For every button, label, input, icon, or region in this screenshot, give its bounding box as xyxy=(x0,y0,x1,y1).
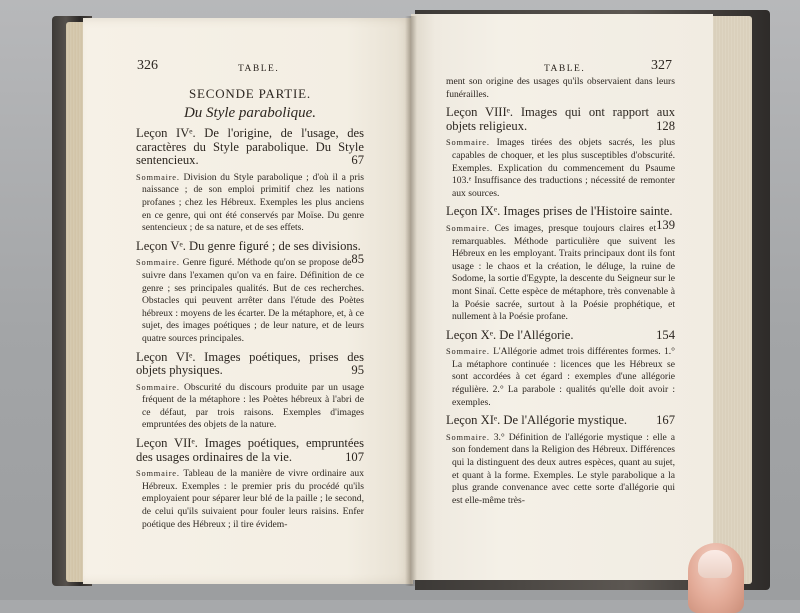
sommaire xyxy=(446,223,675,324)
sommaire-label: Sommaire. xyxy=(136,469,180,479)
continuation-text: ment son origine des usages qu'ils observaient dans leurs funérailles. xyxy=(446,76,675,100)
sommaire-text: Obscurité du discours produite par un usage fréquent de la métaphore : les Poètes hébreux à l'abri de ce défaut, par trois raisons. Exemples d'images empruntées des objets de la nature. xyxy=(142,381,364,431)
lecon-title: Leçon IVᵉ. De l'origine, de l'usage, des caractères du Style parabolique. Du Style sentencieux. xyxy=(136,126,364,168)
section-title: Du Style parabolique. xyxy=(183,105,317,121)
left-running-head: TABLE. xyxy=(238,64,280,74)
lecon-title: Leçon VIIᵉ. Images poétiques, empruntées des usages ordinaires de la vie. xyxy=(136,436,364,464)
sommaire-label: Sommaire. xyxy=(446,432,490,442)
sommaire-text: Ces images, presque toujours claires et remarquables. Méthode particulière que suivent les Hébreux en les employant. Traits principaux dont ils font usage : le chaos et la création, le déluge, la ruine de Sodome, la sortie d'Egypte, la descente du Seigneur sur le mont Sinaï. Cette espèce de métaphore, très convenable à la Poésie sacrée, surtout à la Poésie prophétique, et nullement à la Poésie profane. xyxy=(452,222,675,323)
sommaire-text: Images tirées des objets sacrés, les plus capables de choquer, et les plus susceptibles d'obscurité. Exemples. Explication du commencement du Psaume 103.ᵉ Insuffisance des traductions ; nécessité de remonter aux sources. xyxy=(452,137,675,199)
sommaire xyxy=(136,382,364,432)
lecon-page-number: 139 xyxy=(656,217,675,232)
lecon-page-number: 85 xyxy=(351,252,364,267)
right-page-number: 327 xyxy=(651,58,672,73)
sommaire xyxy=(136,468,364,531)
lecon-heading xyxy=(446,106,675,133)
sommaire-label: Sommaire. xyxy=(446,223,490,233)
lecon-title: Leçon VIIIᵉ. Images qui ont rapport aux objets religieux. xyxy=(446,105,675,133)
lecon-title: Leçon Vᵉ. Du genre figuré ; de ses divisions. xyxy=(136,238,361,253)
lecon-heading xyxy=(136,127,364,168)
sommaire xyxy=(136,172,364,235)
fingernail xyxy=(698,550,732,578)
sommaire-text: L'Allégorie admet trois différentes formes. 1.° La métaphore continuée : licences que les Hébreux se sont accordées à cet égard : exemples d'une allégorie régulière. 2.° La parabole : qualités qu'elle doit avoir : exemples. xyxy=(452,346,675,408)
lecon-heading xyxy=(136,437,364,464)
lecon-page-number: 95 xyxy=(351,363,364,378)
sommaire-text: 3.° Définition de l'allégorie mystique : elle a son fondement dans la Religion des Hébreux. Différences qui la distinguent des deux autres espèces, quant au sujet, et quant à la forme. Exemples. Le style parabolique a la plus grande convenance avec cette sorte d'allégorie qui est elle-même très- xyxy=(452,431,675,506)
left-page-number: 326 xyxy=(137,58,158,73)
lecon-title: Leçon VIᵉ. Images poétiques, prises des objets physiques. xyxy=(136,349,364,378)
part-title: SECONDE PARTIE. xyxy=(189,86,311,101)
lecon-page-number: 107 xyxy=(345,449,364,464)
lecon-page-number: 167 xyxy=(656,413,675,428)
sommaire xyxy=(446,346,675,409)
lecon-page-number: 67 xyxy=(351,153,364,168)
sommaire xyxy=(446,137,675,200)
sommaire-text: Tableau de la manière de vivre ordinaire aux Hébreux. Exemples : le premier pris du procédé qu'ils employaient pour séparer leur blé de la paille ; le second, de celui qu'ils suivaient pour fouler leurs raisins. Enfer poétique des Hébreux ; il tire évidem- xyxy=(142,468,364,530)
lecon-title: Leçon Xᵉ. De l'Allégorie. xyxy=(446,327,574,342)
sommaire-text: Division du Style parabolique ; d'où il a pris naissance ; de son emploi primitif chez les nations profanes ; chez les Hébreux. Exemples les plus anciens en ce genre, qui ont été conservés par Moïse. Du genre sentencieux ; de sa nature, et de ses effets. xyxy=(142,171,364,234)
lecon-page-number: 128 xyxy=(656,118,675,133)
right-page-content xyxy=(446,76,675,511)
sommaire-label: Sommaire. xyxy=(136,258,180,268)
sommaire-label: Sommaire. xyxy=(136,382,180,392)
lecon-title: Leçon XIᵉ. De l'Allégorie mystique. xyxy=(446,413,628,428)
lecon-heading xyxy=(446,414,675,428)
sommaire-label: Sommaire. xyxy=(446,138,490,148)
lecon-page-number: 154 xyxy=(656,327,675,342)
sommaire-label: Sommaire. xyxy=(446,347,490,357)
left-page-content xyxy=(136,86,364,535)
lecon-title: Leçon IXᵉ. Images prises de l'Histoire sainte. xyxy=(446,204,673,219)
sommaire xyxy=(446,432,675,508)
sommaire-text: Genre figuré. Méthode qu'on se propose de suivre dans l'examen qu'on va en faire. Définition de ce genre ; ses principales qualités. But de ces recherches. Obstacles qui peuvent arrêter dans l'étude des Poètes hébreux : moyens de les écarter. De la métaphore, et, à ce sujet, des images poétiques ; de leur nature, et de leurs quatre sources principales. xyxy=(142,257,364,344)
sommaire-label: Sommaire. xyxy=(136,172,180,182)
lecon-heading xyxy=(446,329,675,343)
lecon-heading xyxy=(136,351,364,378)
book-gutter xyxy=(405,16,417,586)
right-running-head: TABLE. xyxy=(544,64,586,74)
sommaire xyxy=(136,257,364,345)
